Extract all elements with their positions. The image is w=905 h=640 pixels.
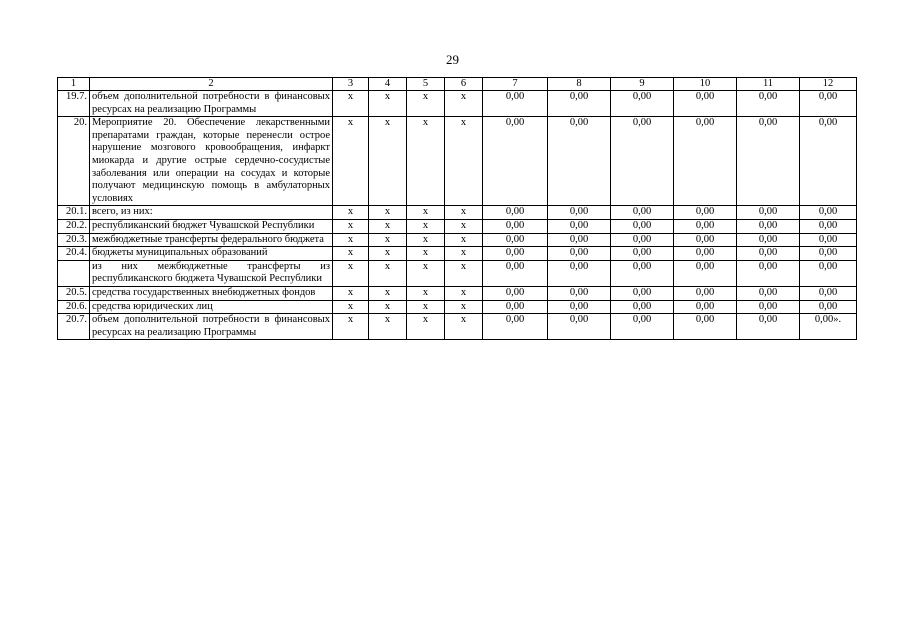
cell-col9: 0,00 [611, 219, 674, 233]
cell-col8: 0,00 [548, 219, 611, 233]
cell-col7: 0,00 [483, 206, 548, 220]
cell-col7: 0,00 [483, 300, 548, 314]
cell-col11: 0,00 [737, 219, 800, 233]
page-number: 29 [446, 52, 459, 67]
column-number: 5 [407, 78, 445, 91]
cell-col7: 0,00 [483, 233, 548, 247]
cell-col8: 0,00 [548, 206, 611, 220]
cell-col9: 0,00 [611, 233, 674, 247]
row-number: 20.2. [58, 219, 90, 233]
cell-col9: 0,00 [611, 300, 674, 314]
row-number: 20.6. [58, 300, 90, 314]
cell-col7: 0,00 [483, 260, 548, 286]
cell-col3: x [333, 233, 369, 247]
row-number: 20. [58, 117, 90, 206]
cell-col5: x [407, 314, 445, 340]
cell-col4: x [369, 206, 407, 220]
cell-col9: 0,00 [611, 286, 674, 300]
cell-col5: x [407, 300, 445, 314]
row-number: 19.7. [58, 91, 90, 117]
cell-col12: 0,00 [800, 219, 857, 233]
table-row [58, 219, 857, 233]
cell-col8: 0,00 [548, 286, 611, 300]
cell-col6: x [445, 314, 483, 340]
row-number: 20.1. [58, 206, 90, 220]
cell-col10: 0,00 [674, 117, 737, 206]
cell-col6: x [445, 206, 483, 220]
cell-col10: 0,00 [674, 260, 737, 286]
cell-col7: 0,00 [483, 314, 548, 340]
cell-col4: x [369, 117, 407, 206]
table-row [58, 91, 857, 117]
column-number: 12 [800, 78, 857, 91]
cell-col8: 0,00 [548, 91, 611, 117]
cell-col9: 0,00 [611, 91, 674, 117]
cell-col10: 0,00 [674, 233, 737, 247]
row-number: 20.4. [58, 247, 90, 261]
budget-table [57, 77, 857, 340]
cell-col7: 0,00 [483, 91, 548, 117]
cell-col3: x [333, 247, 369, 261]
cell-col10: 0,00 [674, 206, 737, 220]
cell-col4: x [369, 314, 407, 340]
cell-col4: x [369, 286, 407, 300]
cell-col4: x [369, 247, 407, 261]
row-description: Мероприятие 20. Обеспечение лекарственными препаратами граждан, которые перенесли острое нарушение мозгового кровообращения, инфаркт миокарда и другие острые сердечно-сосудистые заболевания или операции на сосудах и которые получают медицинскую помощь в амбулаторных условиях [90, 117, 333, 206]
row-number: 20.3. [58, 233, 90, 247]
cell-col5: x [407, 117, 445, 206]
cell-col11: 0,00 [737, 247, 800, 261]
cell-col12: 0,00». [800, 314, 857, 340]
cell-col11: 0,00 [737, 286, 800, 300]
cell-col5: x [407, 247, 445, 261]
row-description: межбюджетные трансферты федерального бюджета [90, 233, 333, 247]
cell-col12: 0,00 [800, 247, 857, 261]
cell-col8: 0,00 [548, 260, 611, 286]
cell-col6: x [445, 91, 483, 117]
cell-col5: x [407, 219, 445, 233]
cell-col5: x [407, 260, 445, 286]
cell-col4: x [369, 260, 407, 286]
cell-col4: x [369, 219, 407, 233]
table-row [58, 233, 857, 247]
cell-col10: 0,00 [674, 219, 737, 233]
column-number: 11 [737, 78, 800, 91]
cell-col11: 0,00 [737, 314, 800, 340]
column-number: 6 [445, 78, 483, 91]
cell-col3: x [333, 260, 369, 286]
cell-col12: 0,00 [800, 117, 857, 206]
column-number: 9 [611, 78, 674, 91]
row-description: средства юридических лиц [90, 300, 333, 314]
cell-col8: 0,00 [548, 233, 611, 247]
cell-col11: 0,00 [737, 260, 800, 286]
table-row [58, 286, 857, 300]
cell-col5: x [407, 233, 445, 247]
cell-col3: x [333, 300, 369, 314]
cell-col11: 0,00 [737, 233, 800, 247]
cell-col4: x [369, 233, 407, 247]
row-number: 20.7. [58, 314, 90, 340]
row-number: 20.5. [58, 286, 90, 300]
cell-col3: x [333, 206, 369, 220]
row-description: всего, из них: [90, 206, 333, 220]
cell-col6: x [445, 117, 483, 206]
cell-col7: 0,00 [483, 286, 548, 300]
cell-col12: 0,00 [800, 91, 857, 117]
cell-col11: 0,00 [737, 91, 800, 117]
cell-col4: x [369, 91, 407, 117]
cell-col4: x [369, 300, 407, 314]
row-number [58, 260, 90, 286]
cell-col11: 0,00 [737, 206, 800, 220]
cell-col10: 0,00 [674, 247, 737, 261]
cell-col6: x [445, 300, 483, 314]
cell-col12: 0,00 [800, 233, 857, 247]
cell-col7: 0,00 [483, 219, 548, 233]
cell-col12: 0,00 [800, 286, 857, 300]
cell-col6: x [445, 286, 483, 300]
cell-col9: 0,00 [611, 260, 674, 286]
cell-col3: x [333, 314, 369, 340]
cell-col5: x [407, 206, 445, 220]
cell-col9: 0,00 [611, 206, 674, 220]
table-row [58, 260, 857, 286]
cell-col10: 0,00 [674, 91, 737, 117]
table-row [58, 206, 857, 220]
cell-col6: x [445, 219, 483, 233]
table-row [58, 300, 857, 314]
column-number: 2 [90, 78, 333, 91]
cell-col6: x [445, 260, 483, 286]
cell-col6: x [445, 233, 483, 247]
cell-col9: 0,00 [611, 247, 674, 261]
column-number: 7 [483, 78, 548, 91]
cell-col5: x [407, 91, 445, 117]
cell-col12: 0,00 [800, 300, 857, 314]
cell-col6: x [445, 247, 483, 261]
cell-col8: 0,00 [548, 117, 611, 206]
cell-col3: x [333, 91, 369, 117]
cell-col9: 0,00 [611, 314, 674, 340]
cell-col12: 0,00 [800, 260, 857, 286]
column-number: 4 [369, 78, 407, 91]
cell-col11: 0,00 [737, 300, 800, 314]
cell-col7: 0,00 [483, 247, 548, 261]
cell-col3: x [333, 219, 369, 233]
cell-col10: 0,00 [674, 286, 737, 300]
column-number: 3 [333, 78, 369, 91]
table-row [58, 247, 857, 261]
table-row [58, 314, 857, 340]
cell-col11: 0,00 [737, 117, 800, 206]
row-description: из них межбюджетные трансферты из республиканского бюджета Чувашской Республики [90, 260, 333, 286]
table-row [58, 117, 857, 206]
row-description: объем дополнительной потребности в финансовых ресурсах на реализацию Программы [90, 91, 333, 117]
column-number: 10 [674, 78, 737, 91]
cell-col3: x [333, 286, 369, 300]
cell-col7: 0,00 [483, 117, 548, 206]
column-number: 8 [548, 78, 611, 91]
cell-col5: x [407, 286, 445, 300]
cell-col12: 0,00 [800, 206, 857, 220]
cell-col8: 0,00 [548, 300, 611, 314]
column-number-row [58, 78, 857, 91]
cell-col10: 0,00 [674, 314, 737, 340]
row-description: средства государственных внебюджетных фондов [90, 286, 333, 300]
column-number: 1 [58, 78, 90, 91]
row-description: объем дополнительной потребности в финансовых ресурсах на реализацию Программы [90, 314, 333, 340]
cell-col10: 0,00 [674, 300, 737, 314]
cell-col8: 0,00 [548, 247, 611, 261]
cell-col9: 0,00 [611, 117, 674, 206]
row-description: республиканский бюджет Чувашской Республики [90, 219, 333, 233]
cell-col3: x [333, 117, 369, 206]
row-description: бюджеты муниципальных образований [90, 247, 333, 261]
cell-col8: 0,00 [548, 314, 611, 340]
